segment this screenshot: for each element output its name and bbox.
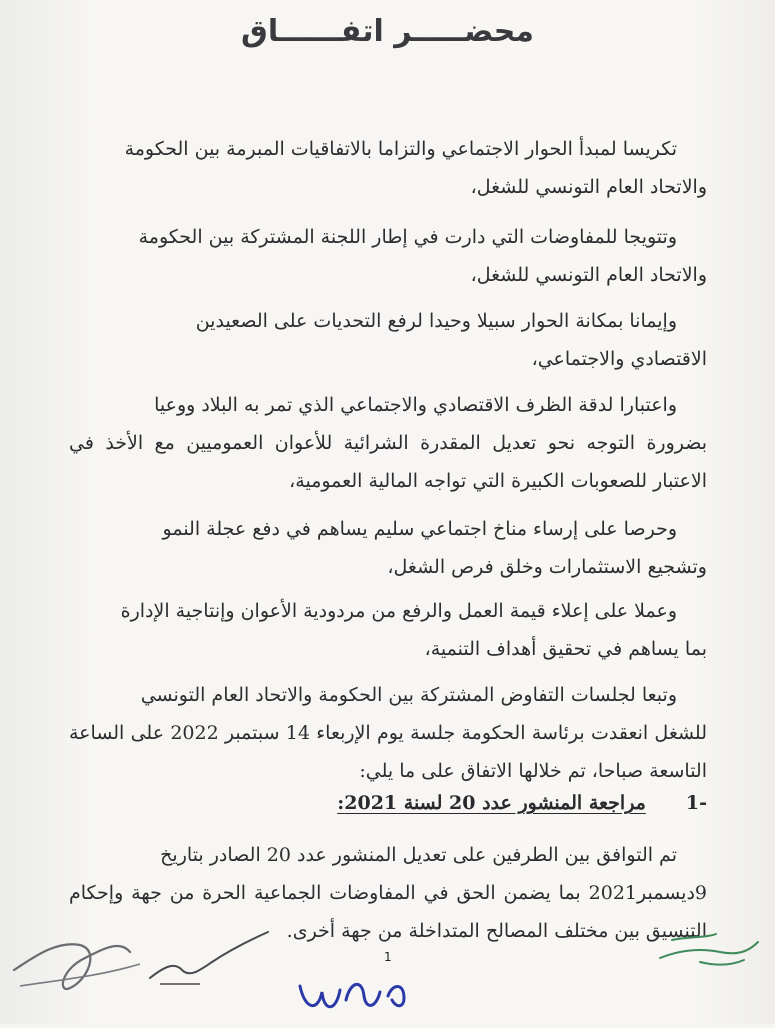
paragraph-7 xyxy=(69,676,707,790)
signature-stroke xyxy=(20,964,140,986)
paragraph-line: 9ديسمبر2021 بما يضمن الحق في المفاوضات الجماعية الحرة من جهة وإحكام التنسيق بين مختلف المصالح المتداخلة من جهة أخرى. xyxy=(69,882,707,942)
section-number: -1 xyxy=(685,792,707,814)
signature-stroke xyxy=(660,934,758,965)
paragraph-line: والاتحاد العام التونسي للشغل، xyxy=(470,264,707,286)
paragraph-line: وتشجيع الاستثمارات وخلق فرص الشغل، xyxy=(387,556,707,578)
paragraph-1 xyxy=(69,130,707,206)
signature-stroke xyxy=(150,932,268,978)
paragraph-line: واعتبارا لدقة الظرف الاقتصادي والاجتماعي الذي تمر به البلاد ووعيا xyxy=(154,394,677,416)
paragraph-line: تكريسا لمبدأ الحوار الاجتماعي والتزاما بالاتفاقيات المبرمة بين الحكومة xyxy=(124,138,677,160)
paragraph-line: تم التوافق بين الطرفين على تعديل المنشور عدد 20 الصادر بتاريخ xyxy=(160,844,677,866)
paragraph-line: بضرورة التوجه نحو تعديل المقدرة الشرائية للأعوان العموميين مع الأخذ في الاعتبار للصعوبات الكبيرة التي تواجه المالية العمومية، xyxy=(69,432,707,492)
signature-stroke xyxy=(14,944,130,989)
section-heading xyxy=(337,792,707,814)
paragraph-line: وعملا على إعلاء قيمة العمل والرفع من مردودية الأعوان وإنتاجية الإدارة xyxy=(120,600,677,622)
paragraph-line: وتبعا لجلسات التفاوض المشتركة بين الحكومة والاتحاد العام التونسي xyxy=(140,684,677,706)
paragraph-4 xyxy=(69,386,707,500)
paragraph-2 xyxy=(69,218,707,294)
paragraph-line: وحرصا على إرساء مناخ اجتماعي سليم يساهم في دفع عجلة النمو xyxy=(162,518,677,540)
paragraph-5 xyxy=(69,510,707,586)
document-title: محضـــــر اتفــــــاق xyxy=(241,14,534,49)
paragraph-line: وتتويجا للمفاوضات التي دارت في إطار اللجنة المشتركة بين الحكومة xyxy=(138,226,677,248)
paragraph-line: وإيمانا بمكانة الحوار سبيلا وحيدا لرفع التحديات على الصعيدين xyxy=(195,310,677,332)
paragraph-line: الاقتصادي والاجتماعي، xyxy=(531,348,707,370)
paragraph-6 xyxy=(69,592,707,668)
paragraph-line: والاتحاد العام التونسي للشغل، xyxy=(470,176,707,198)
section-title: مراجعة المنشور عدد 20 لسنة 2021: xyxy=(337,792,646,814)
paragraph-line: بما يساهم في تحقيق أهداف التنمية، xyxy=(424,638,707,660)
paragraph-line: للشغل انعقدت برئاسة الحكومة جلسة يوم الإربعاء 14 سبتمبر 2022 على الساعة التاسعة صباحا، تم خلالها الاتفاق على ما يلي: xyxy=(69,722,708,782)
paragraph-3 xyxy=(69,302,707,378)
page-number: 1 xyxy=(384,950,392,964)
signature-stroke xyxy=(300,984,404,1006)
